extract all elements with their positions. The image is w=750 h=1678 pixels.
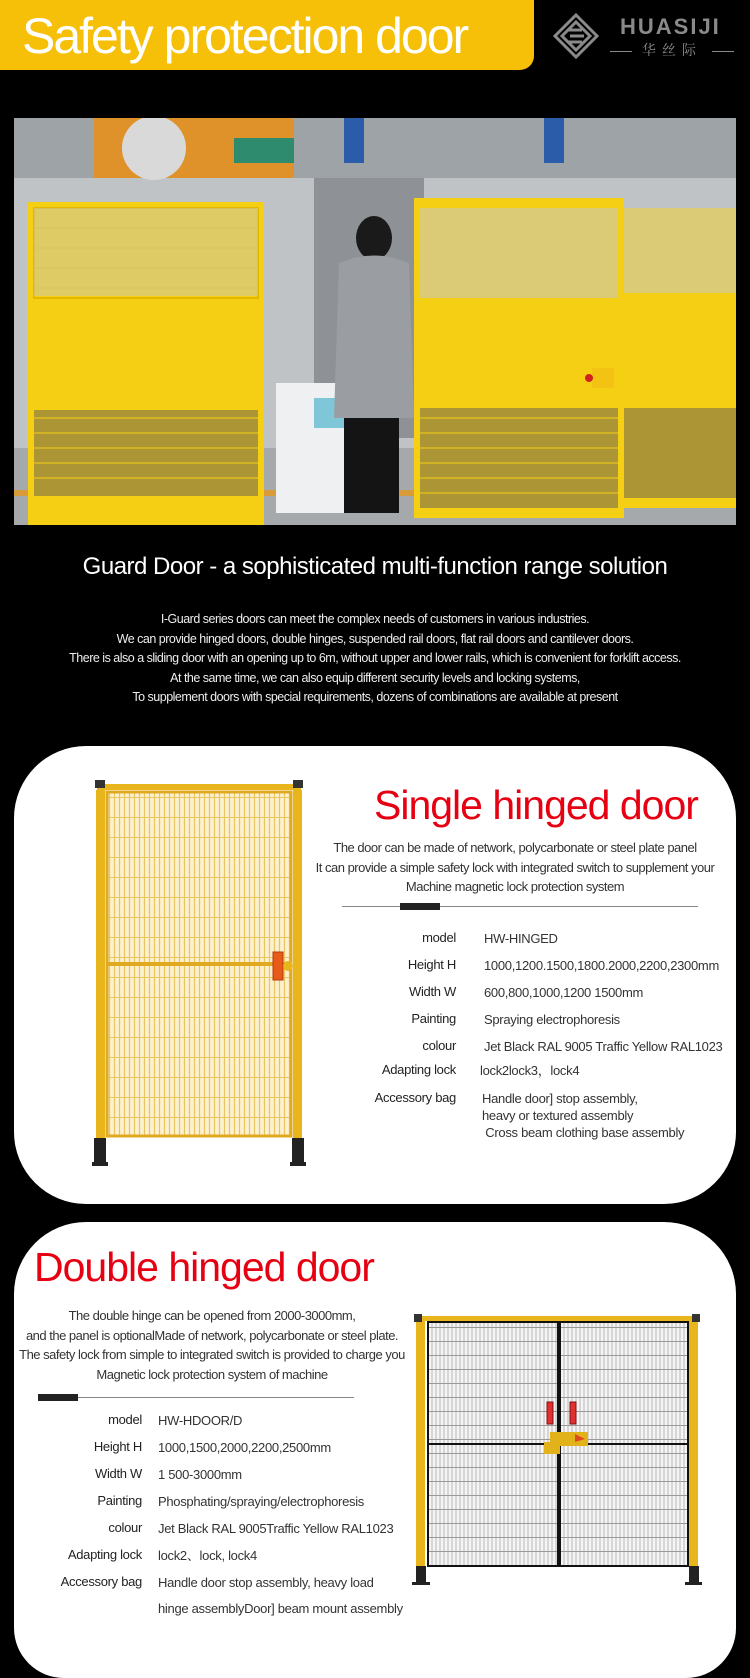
intro-line: We can provide hinged doors, double hinges, suspended rail doors, flat rail doors and cantilever doors.	[116, 631, 634, 646]
intro-line: To supplement doors with special requirements, dozens of combinations are available at present	[132, 690, 618, 705]
spec-row-painting: Painting Phosphating/spraying/electrophoresis	[97, 1493, 364, 1509]
page-title: Safety protection door	[22, 8, 468, 64]
double-hinged-door-card	[14, 1222, 736, 1678]
diamond-logo-icon	[552, 12, 600, 60]
section-divider	[342, 906, 698, 907]
double-door-illustration	[410, 1314, 702, 1586]
brand-logo	[552, 12, 742, 60]
spec-row-height: Height H 1000,1500,2000,2200,2500mm	[93, 1439, 331, 1455]
spec-row-accessory: Accessory bag Handle door stop assembly, heavy load hinge assemblyDoor] beam mount assembly	[60, 1574, 403, 1616]
logo-chinese-name: 华丝际	[641, 42, 702, 58]
intro-line: I-Guard series doors can meet the complex needs of customers in various industries.	[160, 612, 590, 626]
spec-row-painting: Painting Spraying electrophoresis	[411, 1011, 620, 1027]
intro-title: Guard Door - a sophisticated multi-function range solution	[82, 553, 668, 580]
spec-row-colour: colour Jet Black RAL 9005Traffic Yellow RAL1023	[108, 1520, 394, 1536]
spec-row-lock: Adapting lock lock2lock3，lock4	[381, 1062, 580, 1078]
single-door-title: Single hinged door	[374, 782, 698, 828]
spec-row-height: Height H 1000,1200.1500,1800.2000,2200,2300mm	[407, 957, 719, 973]
logo-subtitle	[610, 40, 734, 60]
spec-row-lock: Adapting lock lock2、lock, lock4	[67, 1547, 257, 1563]
spec-row-colour: colour Jet Black RAL 9005 Traffic Yellow RAL1023	[422, 1038, 723, 1054]
spec-row-width: Width W 600,800,1000,1200 1500mm	[408, 984, 644, 1000]
hero-photo	[14, 118, 736, 525]
intro-line: At the same time, we can also equip different security levels and locking systems,	[170, 670, 580, 685]
double-door-title: Double hinged door	[34, 1244, 374, 1290]
spec-row-model: model HW-HDOOR/D	[108, 1412, 243, 1428]
single-door-illustration	[92, 778, 306, 1180]
single-door-description: The door can be made of network, polycarbonate or steel plate panel It can provide a simple safety lock with integrated switch to supplement your Machine magnetic lock protection system	[315, 840, 715, 894]
logo-wordmark: HUASIJI	[620, 14, 721, 39]
single-hinged-door-card	[14, 746, 736, 1204]
intro-body	[0, 610, 750, 708]
spec-row-accessory: Accessory bag Handle door] stop assembly, heavy or textured assembly Cross beam clothing base assembly	[374, 1090, 685, 1140]
double-door-description: The double hinge can be opened from 2000-3000mm, and the panel is optionalMade of network, polycarbonate or steel plate. The safety lock from simple to integrated switch is provided to charge you Magnetic lock protection system of machine	[19, 1308, 405, 1382]
header-banner	[0, 0, 534, 70]
intro-line: There is also a sliding door with an opening up to 6m, without upper and lower rails, which is convenient for forklift access.	[69, 651, 681, 666]
section-divider	[38, 1397, 354, 1398]
spec-row-model: model HW-HINGED	[422, 930, 558, 946]
spec-row-width: Width W 1 500-3000mm	[94, 1466, 242, 1482]
